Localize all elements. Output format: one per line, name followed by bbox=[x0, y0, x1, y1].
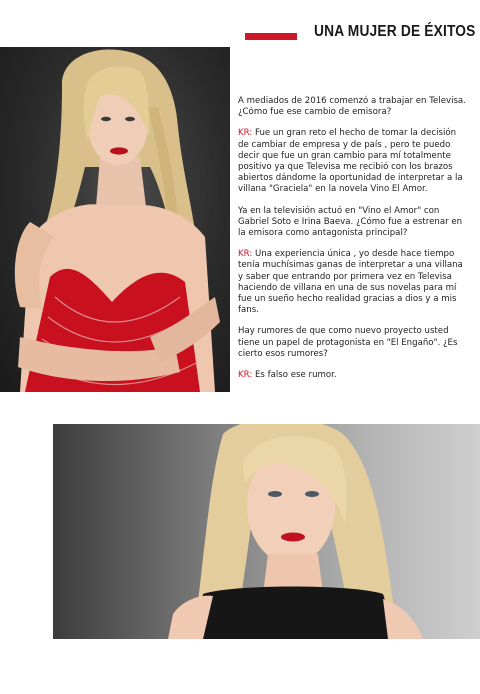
question-1: A mediados de 2016 comenzó a trabajar en Televisa. ¿Cómo fue ese cambio de emisora? bbox=[238, 96, 466, 118]
portrait-red-dress-photo bbox=[0, 47, 230, 392]
answer-2 bbox=[238, 249, 466, 316]
answer-text: Fue un gran reto el hecho de tomar la decisión de cambiar de empresa y de país , pero te puedo decir que fue un gran cambio para mí totalmente positivo ya que Televisa me recibió con los brazos abiertos dándome la oportunidad de interpretar a la villana "Graciela" en la novela Vino El Amor. bbox=[238, 128, 463, 195]
portrait-closeup-photo bbox=[53, 424, 480, 639]
answer-text: Una experiencia única , yo desde hace tiempo tenía muchísimas ganas de interpretar a una villana y saber que entrando por primera vez en Televisa haciendo de villana en una de sus novelas para mí fue un sueño hecho realidad gracias a dios y a mis fans. bbox=[238, 249, 463, 316]
interview-article bbox=[238, 96, 466, 391]
header-accent-bar bbox=[245, 33, 297, 40]
question-2: Ya en la televisión actuó en "Vino el Amor" con Gabriel Soto e Irina Baeva. ¿Cómo fue a estrenar en la emisora como antagonista principal? bbox=[238, 205, 463, 239]
speaker-label: KR: bbox=[238, 249, 253, 260]
answer-3 bbox=[238, 370, 466, 381]
question-3: Hay rumores de que como nuevo proyecto usted tiene un papel de protagonista en "El Engaño". ¿Es cierto esos rumores? bbox=[238, 326, 458, 359]
speaker-label: KR: bbox=[238, 128, 253, 139]
speaker-label: KR: bbox=[238, 370, 253, 381]
answer-1 bbox=[238, 128, 466, 195]
answer-text: Es falso ese rumor. bbox=[252, 370, 337, 381]
page-title: UNA MUJER DE ÉXITOS bbox=[314, 23, 476, 40]
